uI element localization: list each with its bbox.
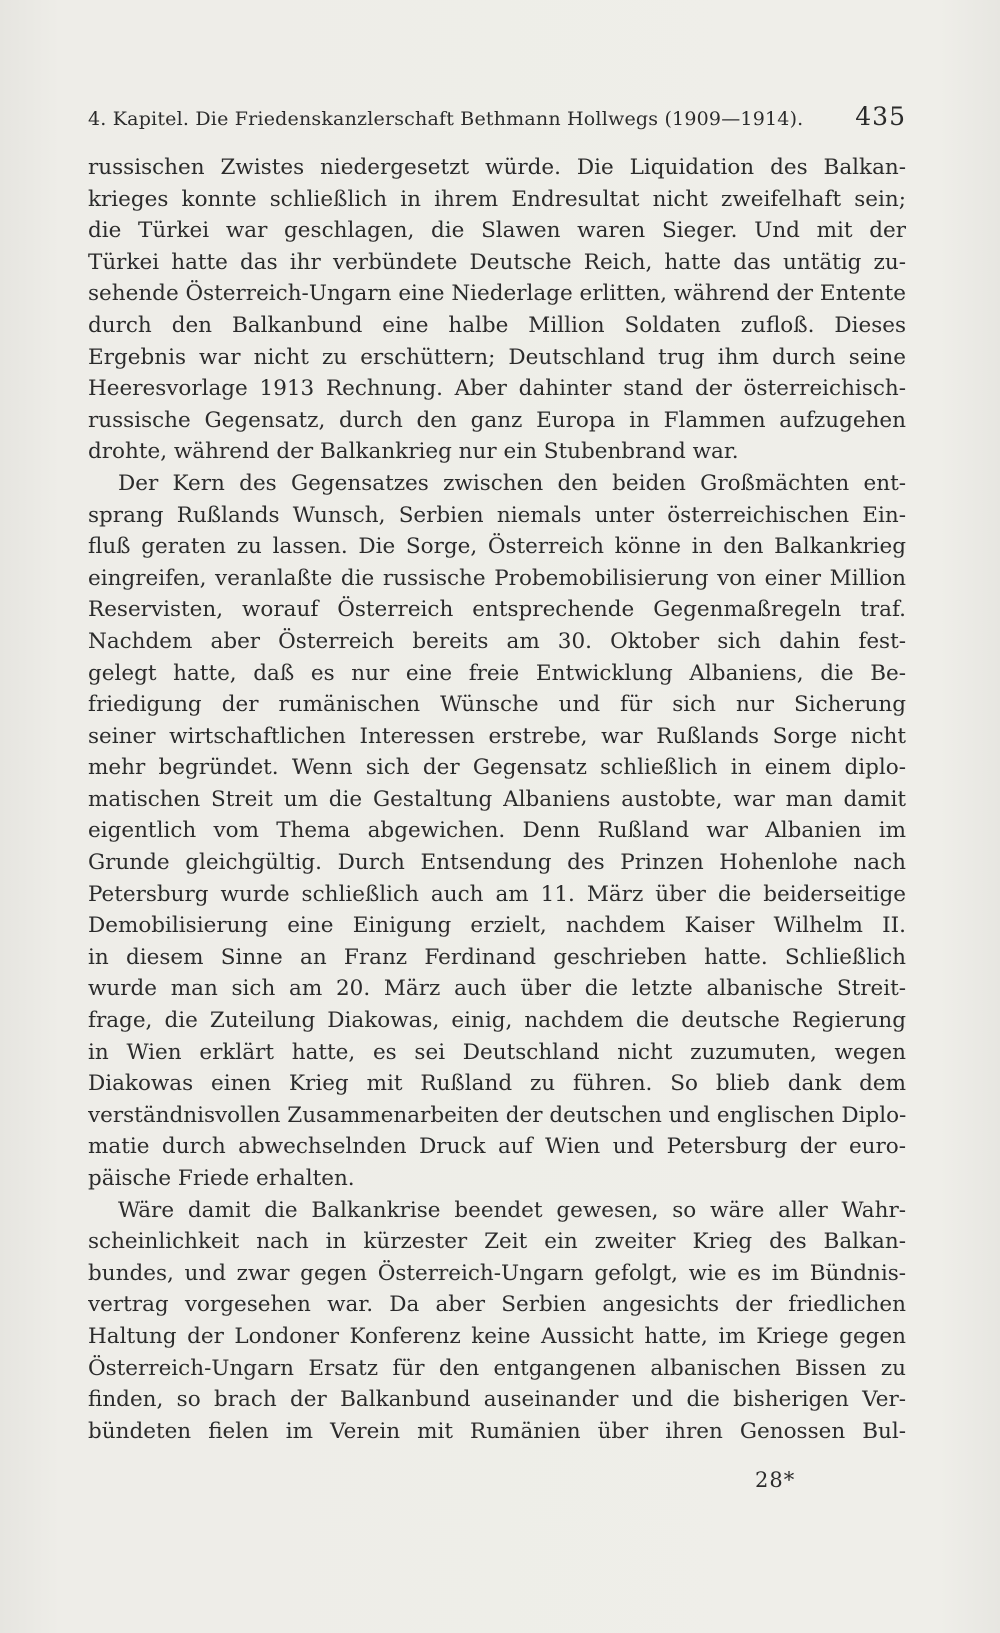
signature-mark: 28* <box>755 1468 796 1492</box>
text-line: friedigung der rumänischen Wünsche und für sich nur Sicherung <box>88 692 906 718</box>
text-line: bundes, und zwar gegen Österreich-Ungarn gefolgt, wie es im Bündnis- <box>88 1260 906 1286</box>
text-line: matie durch abwechselnden Druck auf Wien und Petersburg der euro- <box>88 1134 906 1160</box>
text-line: scheinlichkeit nach in kürzester Zeit ein zweiter Krieg des Balkan- <box>88 1229 906 1255</box>
text-line: frage, die Zuteilung Diakowas, einig, nachdem die deutsche Regierung <box>88 1008 906 1034</box>
text-line: Türkei hatte das ihr verbündete Deutsche Reich, hatte das untätig zu- <box>88 249 906 275</box>
text-line: päische Friede erhalten. <box>88 1166 355 1191</box>
text-line: sprang Rußlands Wunsch, Serbien niemals unter österreichischen Ein- <box>88 502 906 528</box>
page-header <box>88 102 906 136</box>
text-line: mehr begründet. Wenn sich der Gegensatz schließlich in einem diplo- <box>88 755 906 781</box>
text-line: krieges konnte schließlich in ihrem Endresultat nicht zweifelhaft sein; <box>88 186 906 212</box>
text-line: finden, so brach der Balkanbund auseinander und die bisherigen Ver- <box>88 1387 906 1413</box>
paragraph-start-line: Wäre damit die Balkankrise beendet gewesen, so wäre aller Wahr- <box>118 1197 906 1223</box>
page-number: 435 <box>855 102 906 131</box>
text-line: Nachdem aber Österreich bereits am 30. Oktober sich dahin fest- <box>88 628 906 654</box>
text-line: drohte, während der Balkankrieg nur ein Stubenbrand war. <box>88 439 739 465</box>
text-line: fluß geraten zu lassen. Die Sorge, Österreich könne in den Balkankrieg <box>88 534 906 560</box>
text-line: Reservisten, worauf Österreich entsprechende Gegenmaßregeln traf. <box>88 597 906 623</box>
text-line: matischen Streit um die Gestaltung Albaniens austobte, war man damit <box>88 786 906 812</box>
text-line: verständnisvollen Zusammenarbeiten der deutschen und englischen Diplo- <box>88 1102 906 1128</box>
running-title: 4. Kapitel. Die Friedenskanzlerschaft Bethmann Hollwegs (1909—1914). <box>88 108 804 130</box>
text-line: Grunde gleichgültig. Durch Entsendung des Prinzen Hohenlohe nach <box>88 850 906 876</box>
text-line: Petersburg wurde schließlich auch am 11. März über die beiderseitige <box>88 881 906 907</box>
text-line: Haltung der Londoner Konferenz keine Aussicht hatte, im Kriege gegen <box>88 1323 906 1349</box>
text-line: Demobilisierung eine Einigung erzielt, nachdem Kaiser Wilhelm II. <box>88 913 906 939</box>
body-text <box>88 152 906 1447</box>
text-line: sehende Österreich-Ungarn eine Niederlage erlitten, während der Entente <box>88 281 906 307</box>
text-line: die Türkei war geschlagen, die Slawen waren Sieger. Und mit der <box>88 218 906 244</box>
text-line: bündeten fielen im Verein mit Rumänien über ihren Genossen Bul- <box>88 1418 906 1444</box>
text-line: in Wien erklärt hatte, es sei Deutschland nicht zuzumuten, wegen <box>88 1039 906 1065</box>
text-line: in diesem Sinne an Franz Ferdinand geschrieben hatte. Schließlich <box>88 944 906 970</box>
text-line: eigentlich vom Thema abgewichen. Denn Rußland war Albanien im <box>88 818 906 844</box>
text-line: wurde man sich am 20. März auch über die letzte albanische Streit- <box>88 976 906 1002</box>
text-line: eingreifen, veranlaßte die russische Probemobilisierung von einer Million <box>88 565 906 591</box>
text-line: gelegt hatte, daß es nur eine freie Entwicklung Albaniens, die Be- <box>88 660 906 686</box>
text-line: russischen Zwistes niedergesetzt würde. Die Liquidation des Balkan- <box>88 155 906 180</box>
text-line: Diakowas einen Krieg mit Rußland zu führen. So blieb dank dem <box>88 1071 906 1097</box>
text-line: seiner wirtschaftlichen Interessen erstrebe, war Rußlands Sorge nicht <box>88 723 906 749</box>
text-line: Ergebnis war nicht zu erschüttern; Deutschland trug ihm durch seine <box>88 344 906 370</box>
paragraph-start-line: Der Kern des Gegensatzes zwischen den beiden Großmächten ent- <box>118 470 906 496</box>
text-line: Heeresvorlage 1913 Rechnung. Aber dahinter stand der österreichisch- <box>88 376 906 402</box>
text-line: russische Gegensatz, durch den ganz Europa in Flammen aufzugehen <box>88 407 906 433</box>
text-line: durch den Balkanbund eine halbe Million Soldaten zufloß. Dieses <box>88 312 906 338</box>
text-line: vertrag vorgesehen war. Da aber Serbien angesichts der friedlichen <box>88 1292 906 1318</box>
text-line: Österreich-Ungarn Ersatz für den entgangenen albanischen Bissen zu <box>88 1355 906 1381</box>
